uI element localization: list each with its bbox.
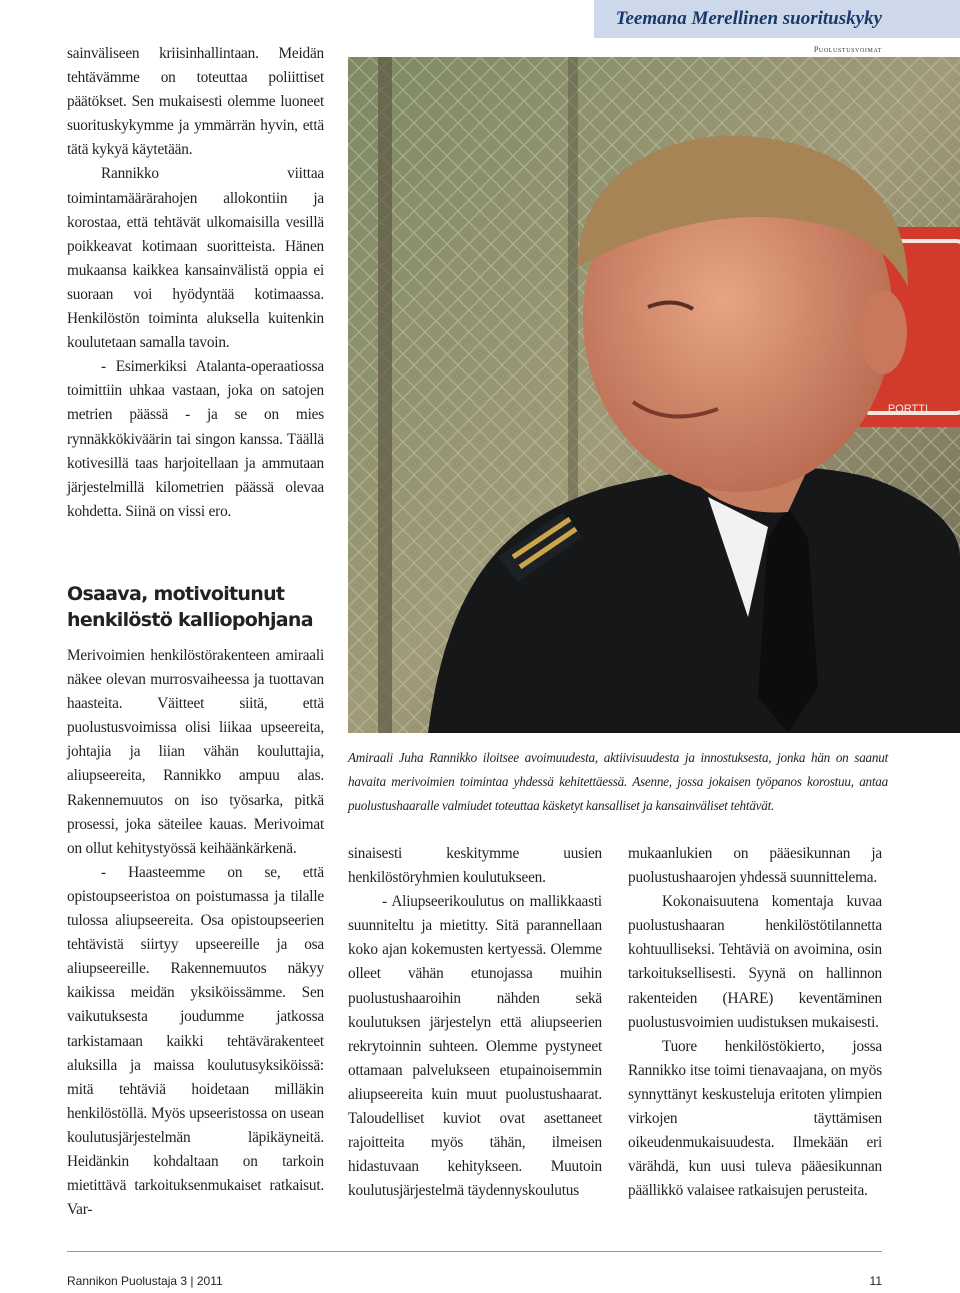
subheading — [67, 581, 342, 633]
page-number: 11 — [869, 1274, 882, 1288]
column-2 — [348, 842, 602, 1203]
paragraph: - Haasteemme on se, että opistoupseeristoa on poistumassa ja tilalle tulossa aliupseereita. Osa opistoupseerien tehtävistä siirtyy upseereille ja osa aliupseereille. Rakennemuutos näkyy kaikissa meidän yksiköissämme. Sen vaikutuksesta joudumme jatkossa tarkistamaan kaikki tehtävärakenteet aluksilla ja maissa koulutusyksiköissä: mitä tehtäviä hoidetaan milläkin henkilöstöllä. Myös upseeristossa on usean koulutusjärjestelmän läpikäyneitä. Heidänkin kohdaltaan on tarkoin mietittävä tarkoituksenmukaiset ratkaisut. Var- — [67, 863, 324, 1219]
paragraph: sinaisesti keskitymme uusien henkilöstöryhmien koulutukseen. — [348, 845, 602, 887]
column-1-top — [67, 42, 324, 524]
publication-name: Rannikon Puolustaja 3 | 2011 — [67, 1274, 223, 1288]
section-header-title: Teemana Merellinen suorituskyky — [594, 0, 960, 38]
paragraph: mukaanlukien on pääesikunnan ja puolustushaarojen yhdessä suunnittelema. — [628, 845, 882, 887]
paragraph: - Aliupseerikoulutus on mallikkaasti suunniteltu ja mietitty. Sitä parannellaan koko ajan kokemusten kertyessä. Olemme olleet vähän etunojassa muihin puolustushaaroihin nähden sekä koulutuksen järjestelyn että aliupseerien rekrytoinnin suhteen. Olemme pystyneet ottamaan palvelukseen etupainoisemmin aliupseereita kuin muut puolustushaarat. Taloudelliset kuviot ovat asettaneet rajoitteita myös tähän, ilmeisen hidastuvaan kehitykseen. Muutoin koulutusjärjestelmä täydennyskoulutus — [348, 893, 602, 1200]
subheading-line: Osaava, motivoitunut — [67, 583, 285, 605]
paragraph: Rannikko viittaa toimintamäärärahojen allokontiin ja korostaa, että tehtävät ulkomaisilla vesillä poikkeavat kotimaan suoritteista. Hänen mukaansa kaikkea kansainvälistä oppia ei suoraan voi hyödyntää kotimaassa. Henkilöstön toiminta aluksella kuitenkin koulutetaan samalla tavoin. — [67, 165, 324, 352]
svg-text:PORTTI: PORTTI — [887, 403, 929, 415]
photo-caption: Amiraali Juha Rannikko iloitsee avoimuudesta, aktiivisuudesta ja innostuksesta, jonka hän on saanut havaita merivoimien toimintaa yhdessä kehitettäessä. Asenne, jossa jokaisen työpanos korostuu, antaa puolustushaaralle valmiudet toteuttaa käsketyt kansalliset ja kansainväliset tehtävät. — [348, 750, 888, 813]
subheading-line: henkilöstö kalliopohjana — [67, 609, 313, 631]
footer-rule — [67, 1251, 882, 1252]
paragraph: Merivoimien henkilöstörakenteen amiraali näkee olevan murrosvaiheessa ja tuottavan haasteita. Väitteet siitä, että puolustusvoimissa olisi liikaa upseereita, johtajia ja liian vähän kouluttajia, aliupseereita, Rannikko ampuu alas. Rakennemuutos on iso työsarka, pitkä prosessi, joka säteilee kauas. Merivoimat on ollut kehitystyössä keihäänkärkenä. — [67, 647, 324, 857]
paragraph: sainväliseen kriisinhallintaan. Meidän tehtävämme on toteuttaa poliittiset päätökset. Sen mukaisesti olemme luoneet suorituskykymme ja ymmärrän hyvin, että tätä kykyä käytetään. — [67, 45, 324, 159]
column-3 — [628, 842, 882, 1203]
paragraph: Tuore henkilöstökierto, jossa Rannikko itse toimi tienavaajana, on myös synnyttänyt keskusteluja eritoten ylimpien virkojen täyttämisen oikeudenmukaisuudesta. Ilmekään eri värähdä, kun uusi tuleva pääesikunnan päällikkö valaisee ratkaisujen perusteita. — [628, 1037, 882, 1200]
portrait-photo — [348, 57, 960, 733]
photo-illustration — [348, 57, 960, 733]
section-label: Puolustusvoimat — [813, 45, 882, 54]
paragraph: - Esimerkiksi Atalanta-operaatiossa toimittiin uhkaa vastaan, joka on satojen metrien päässä - ja se on mies rynnäkkökiväärin tai singon kanssa. Täällä kotivesillä taas harjoitellaan ja ammutaan järjestelmillä kilometrien päässä olevaa kohdetta. Siinä on vissi ero. — [67, 358, 324, 520]
column-1-bottom — [67, 644, 324, 1222]
paragraph: Kokonaisuutena komentaja kuvaa puolustushaaran henkilöstötilannetta kohtuulliseksi. Tehtäviä on avoimina, osin tarkoituksellisesti. Syynä on hallinnon rakenteiden (HARE) keventäminen puolustusvoimien uudistuksen mukaisesti. — [628, 893, 882, 1031]
